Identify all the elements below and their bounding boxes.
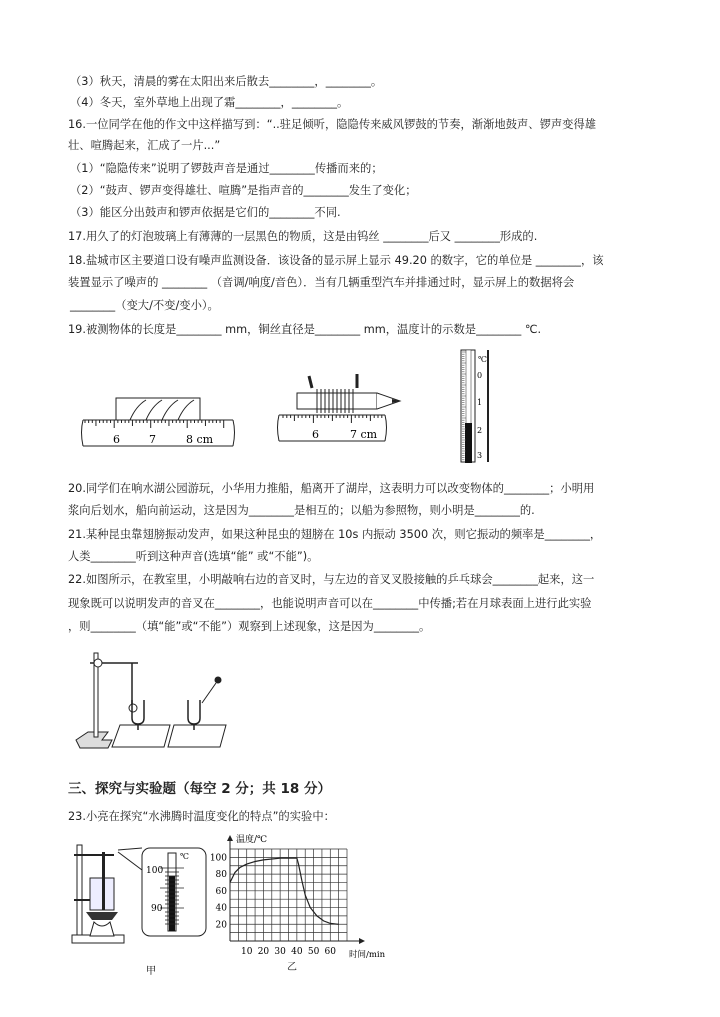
grid bbox=[230, 849, 347, 941]
text-line: ，则________（填“能”或“不能”）观察到上述现象，这是因为________。 bbox=[68, 620, 431, 633]
y-axis-label: 温度/℃ bbox=[236, 835, 268, 845]
ruler-block-figure bbox=[82, 398, 235, 446]
temperature-series-line bbox=[230, 858, 339, 924]
thermo-label: 1 bbox=[477, 398, 483, 407]
text-line: （1）“隐隐传来”说明了锣鼓声音是通过________传播而来的； bbox=[70, 162, 383, 175]
thermo-label: 3 bbox=[477, 451, 483, 460]
x-axis-label: 时间/min bbox=[349, 950, 386, 960]
question-23: 23.小亮在探究“水沸腾时温度变化的特点”的实验中： bbox=[68, 810, 335, 823]
text-line: 17.用久了的灯泡玻璃上有薄薄的一层黑色的物质，这是由钨丝 ________后又 ________形成的. bbox=[68, 230, 538, 243]
y-tick-label: 60 bbox=[215, 886, 227, 897]
figure-label-b: 乙 bbox=[287, 962, 297, 973]
text-line: （2）“鼓声、锣声变得雄壮、喧腾”是指声音的________发生了变化； bbox=[70, 184, 417, 197]
text-line: 18.盐城市区主要道口设有噪声监测设备．该设备的显示屏上显示 49.20 的数字，它的单位是 ________，该 bbox=[68, 254, 604, 267]
x-tick-label: 20 bbox=[257, 947, 270, 957]
y-tick-label: 80 bbox=[215, 870, 227, 881]
thermo-label: 2 bbox=[477, 426, 483, 435]
x-axis-arrow bbox=[359, 938, 365, 944]
thermo-unit: ℃ bbox=[180, 852, 189, 861]
text-line: 装置显示了噪声的 ________ （音调/响度/音色）．当有几辆重型汽车并排通过时，显示屏上的数据将会 bbox=[68, 276, 575, 289]
text-line: 21.某种昆虫靠翅膀振动发声，如果这种昆虫的翅膀在 10s 内振动 3500 次，则它振动的频率是________， bbox=[68, 528, 602, 541]
text-line: 16.一位同学在他的作文中这样描写到：“..驻足倾听，隐隐传来威风锣鼓的节奏，渐渐地鼓声、锣声变得雄 bbox=[68, 118, 597, 131]
ruler1-label: 8 cm bbox=[186, 433, 214, 446]
thermo-label: 90 bbox=[151, 904, 163, 914]
x-tick-label: 30 bbox=[274, 947, 286, 957]
text-line: 现象既可以说明发声的音叉在________，也能说明声音可以在________中传播;若在月球表面上进行此实验 bbox=[68, 597, 592, 610]
text-line: 壮、喧腾起来，汇成了一片...” bbox=[68, 139, 221, 152]
y-tick-label: 100 bbox=[209, 853, 227, 864]
ruler1-label: 7 bbox=[149, 433, 156, 446]
text-line: 人类________听到这种声音(选填“能” 或“不能”)。 bbox=[68, 550, 319, 563]
thermo-label: 100 bbox=[146, 866, 164, 876]
text-line: ________（变大/不变/变小）。 bbox=[70, 299, 219, 312]
boiling-apparatus-figure bbox=[68, 840, 208, 980]
x-tick-label: 60 bbox=[324, 947, 337, 957]
y-axis-arrow bbox=[227, 835, 233, 841]
ruler2-label: 7 cm bbox=[350, 428, 378, 441]
section-title: 三、探究与实验题（每空 2 分；共 18 分） bbox=[68, 781, 331, 797]
text-line: 浆向后划水，船向前运动，这是因为________是相互的；以船为参照物，则小明是________的. bbox=[68, 504, 535, 517]
ruler2-label: 6 bbox=[312, 428, 319, 441]
thermo-label: 0 bbox=[477, 371, 483, 380]
text-line: 20.同学们在响水湖公园游玩，小华用力推船，船离开了湖岸，这表明力可以改变物体的________；小明用 bbox=[68, 482, 595, 495]
x-tick-label: 50 bbox=[307, 947, 320, 957]
text-line: （3）能区分出鼓声和锣声依据是它们的________不同. bbox=[70, 206, 341, 219]
figure-label-a: 甲 bbox=[146, 966, 156, 977]
x-tick-label: 10 bbox=[240, 947, 253, 957]
y-tick-label: 20 bbox=[215, 920, 227, 931]
text-line: （4）冬天，室外草地上出现了霜________，________。 bbox=[70, 96, 349, 109]
y-tick-label: 40 bbox=[215, 903, 227, 914]
ruler1-label: 6 bbox=[113, 433, 120, 446]
measurement-figures bbox=[75, 345, 520, 465]
thermo-unit: ℃ bbox=[478, 355, 487, 364]
temperature-time-chart bbox=[205, 832, 395, 982]
text-line: 22.如图所示，在教室里，小明敲响右边的音叉时，与左边的音叉叉股接触的乒乓球会________起来，这一 bbox=[68, 573, 595, 586]
text-line: 19.被测物体的长度是________ mm，铜丝直径是________ mm，温度计的示数是________ ℃. bbox=[68, 323, 542, 336]
text-line: （3）秋天，清晨的雾在太阳出来后散去________，________。 bbox=[70, 75, 383, 88]
coil-pencil-figure bbox=[278, 374, 401, 441]
x-tick-label: 40 bbox=[291, 947, 303, 957]
thermometer-figure bbox=[461, 350, 489, 463]
tuning-fork-figure bbox=[72, 645, 242, 757]
